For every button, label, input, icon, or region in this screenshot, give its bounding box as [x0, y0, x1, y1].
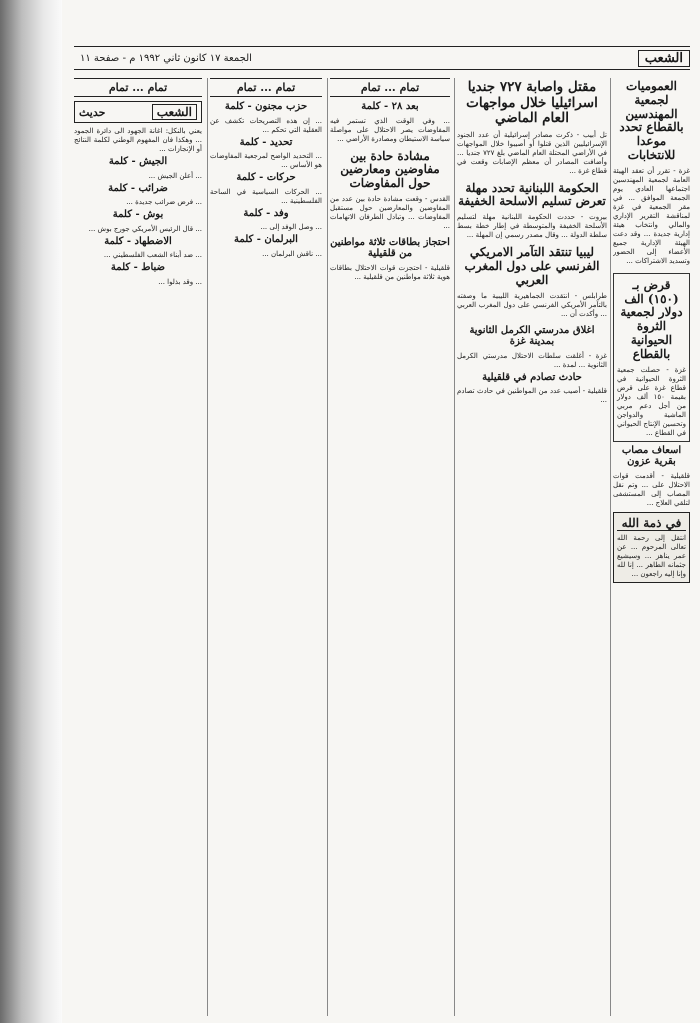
article-soldiers-body: تل أبيب - ذكرت مصادر إسرائيلية أن عدد الجنود الإسرائيليين الذين قتلوا أو أصيبوا خلال المواجهات في الأراضي المحتلة العام الماضي بلغ ٧٢٧ جنديا ... وأضافت المصادر أن معظم الإصابات وقعت في قطاع غزة ...	[457, 130, 607, 175]
article-dispute-body: القدس - وقعت مشادة حادة بين عدد من المفاوضين والمعارضين حول مستقبل المفاوضات ... وتبادل الطرفان الاتهامات ...	[330, 194, 450, 230]
article-id-cards-body: قلقيلية - احتجزت قوات الاحتلال بطاقات هوية ثلاثة مواطنين من قلقيلية ...	[330, 263, 450, 281]
column-rule-2	[454, 78, 455, 1016]
article-parliament-body: ... ناقش البرلمان ...	[262, 249, 322, 258]
article-officers-body: ... وقد بذلوا ...	[158, 277, 202, 286]
headline-bush: بوش - كلمة	[112, 209, 164, 220]
headline-taxes: ضرائب - كلمة	[108, 182, 168, 194]
column-5	[74, 78, 202, 1016]
headline-qalqilya-accident: حادث تصادم في قلقيلية	[482, 371, 582, 383]
article-definition-body: ... التحديد الواضح لمرجعية المفاوضات هو الأساس ...	[210, 152, 322, 169]
tamam-word: تمام	[236, 81, 257, 94]
obituary-title: في ذمة الله	[617, 516, 686, 531]
column-2	[457, 78, 607, 1016]
loan-article-box	[613, 273, 690, 442]
headline-livestock-loan: قرض بـ (١٥٠) الف دولار لجمعية الثروة الحيوانية بالقطاع	[620, 277, 683, 361]
hadith-body: يعني بالنكل: اغانة الجهود الى دائرة الجمود ... وهكذا فان المفهوم الوطني لكلمة النتائج أو الإنجازات ...	[74, 127, 202, 153]
tamam-word: تمام	[108, 81, 129, 94]
tamam-word: تمام	[399, 81, 420, 94]
headline-army: الجيش - كلمة	[108, 156, 168, 167]
article-delegation-body: ... وصل الوفد إلى ...	[260, 223, 322, 231]
headline-carmel-schools: اغلاق مدرستي الكرمل الثانوية بمدينة غزة	[469, 324, 595, 348]
article-engineers-body: غزة - تقرر أن تعقد الهيئة العامة لجمعية المهندسين اجتماعها العادي يوم الجمعة الموافق ... في مقر الجمعية في غزة لمناقشة التقرير الإداري والمالي وانتخاب هيئة إدارية جديدة ... وقد دعت الهيئة الإدارية جميع الأعضاء إلى الحضور وتسديد الاشتراكات ...	[613, 166, 690, 265]
masthead-bar	[74, 46, 690, 70]
obituary-body: انتقل إلى رحمة الله تعالى المرحوم ... عن عمر يناهز ... وسيشيع جثمانه الطاهر ... إنا لله وإنا إليه راجعون ...	[617, 533, 686, 578]
tamam-band-middle: تمام ... تمام	[210, 78, 322, 97]
column-rule-4	[207, 78, 208, 1016]
tamam-band-right: تمام ... تمام	[330, 78, 450, 97]
article-taxes-body: ... فرض ضرائب جديدة ...	[126, 198, 202, 206]
column-rule-1	[610, 78, 611, 1016]
hadith-label: حديث	[79, 105, 106, 119]
masthead-dateline: الجمعة ١٧ كانون ثاني ١٩٩٢ م - صفحة ١١	[80, 52, 252, 64]
hadith-header	[74, 101, 202, 123]
hadith-logo: الشعب	[152, 104, 197, 120]
article-azzun-body: قلقيلية - أقدمت قوات الاحتلال على ... وتم نقل المصاب إلى المستشفى لتلقي العلاج ...	[613, 471, 690, 507]
newspaper-page	[62, 0, 700, 1023]
headline-negotiators-dispute: مشادة حادة بين مفاوضين ومعارضين حول المفاوضات	[340, 148, 440, 191]
article-livestock-body: غزة - حصلت جمعية الثروة الحيوانية في قطاع غزة على قرض بقيمة ١٥٠ ألف دولار من أجل دعم مربي الماشية والدواجن وتحسين الإنتاج الحيواني في القطاع ...	[617, 365, 686, 437]
obituary-box	[613, 512, 690, 583]
headline-azzun-injured: اسعاف مصاب بقرية عزون	[621, 444, 682, 468]
article-bush-body: ... قال الرئيس الأمريكي جورج بوش ...	[88, 224, 202, 233]
article-accident-body: قلقيلية - أصيب عدد من المواطنين في حادث تصادم ...	[457, 387, 607, 405]
article-army-body: ... أعلن الجيش ...	[148, 171, 202, 180]
headline-id-cards: احتجاز بطاقات ثلاثة مواطنين من قلقيلية	[330, 236, 450, 260]
column-3	[330, 78, 450, 1016]
article-lebanon-body: بيروت - حددت الحكومة اللبنانية مهلة لتسليم الأسلحة الخفيفة والمتوسطة في إطار خطة بسط سلطة الدولة ... وقال مصدر رسمي إن المهلة ...	[457, 213, 607, 240]
article-crazy-party-body: ... إن هذه التصريحات تكشف عن العقلية التي تحكم ...	[210, 116, 322, 134]
headline-delegation: وفد - كلمة	[243, 207, 289, 219]
headline-definition: تحديد - كلمة	[239, 136, 293, 148]
headline-parliament: البرلمان - كلمة	[234, 234, 298, 245]
headline-libya-maghreb: ليبيا تنتقد التآمر الامريكي الفرنسي على دول المغرب العربي	[464, 245, 600, 287]
column-4	[210, 78, 322, 1016]
column-rule-3	[327, 78, 328, 1016]
article-libya-body: طرابلس - انتقدت الجماهيرية الليبية ما وصفته بالتآمر الأمريكي الفرنسي على دول المغرب العربي ... وأكدت أن ...	[457, 291, 607, 318]
tamam-word: تمام	[360, 81, 381, 94]
tamam-word: تمام	[275, 81, 296, 94]
headline-after-28: بعد ٢٨ - كلمة	[361, 101, 419, 112]
page-binding-shadow	[0, 0, 62, 1023]
headline-crazy-party: حزب مجنون - كلمة	[224, 101, 308, 112]
article-persecution-body: ... ضد أبناء الشعب الفلسطيني ...	[103, 251, 202, 259]
column-1	[613, 78, 690, 1016]
article-after-28-body: ... وفي الوقت الذي تستمر فيه المفاوضات يصر الاحتلال على مواصلة سياسة الاستيطان ومصادرة الأراضي ...	[330, 116, 450, 143]
headline-engineers-elections: العموميات لجمعية المهندسين بالقطاع تحدد موعدا للانتخابات	[619, 79, 684, 162]
headline-lebanon-weapons: الحكومة اللبنانية تحدد مهلة تعرض تسليم الاسلحة الخفيفة	[458, 180, 606, 209]
headline-persecution: الاضطهاد - كلمة	[104, 235, 172, 247]
headline-movements: حركات - كلمة	[236, 172, 296, 183]
article-carmel-body: غزة - أغلقت سلطات الاحتلال مدرستي الكرمل الثانوية ... لمدة ...	[457, 351, 607, 369]
tamam-word: تمام	[147, 81, 168, 94]
article-movements-body: ... الحركات السياسية في الساحة الفلسطينية ...	[210, 187, 322, 205]
masthead-logo: الشعب	[638, 50, 690, 67]
headline-officers: ضباط - كلمة	[110, 262, 166, 273]
headline-soldiers-casualties: مقتل واصابة ٧٢٧ جنديا اسرائيليا خلال مواجهات العام الماضي	[466, 79, 598, 127]
tamam-band-left: تمام ... تمام	[74, 78, 202, 97]
